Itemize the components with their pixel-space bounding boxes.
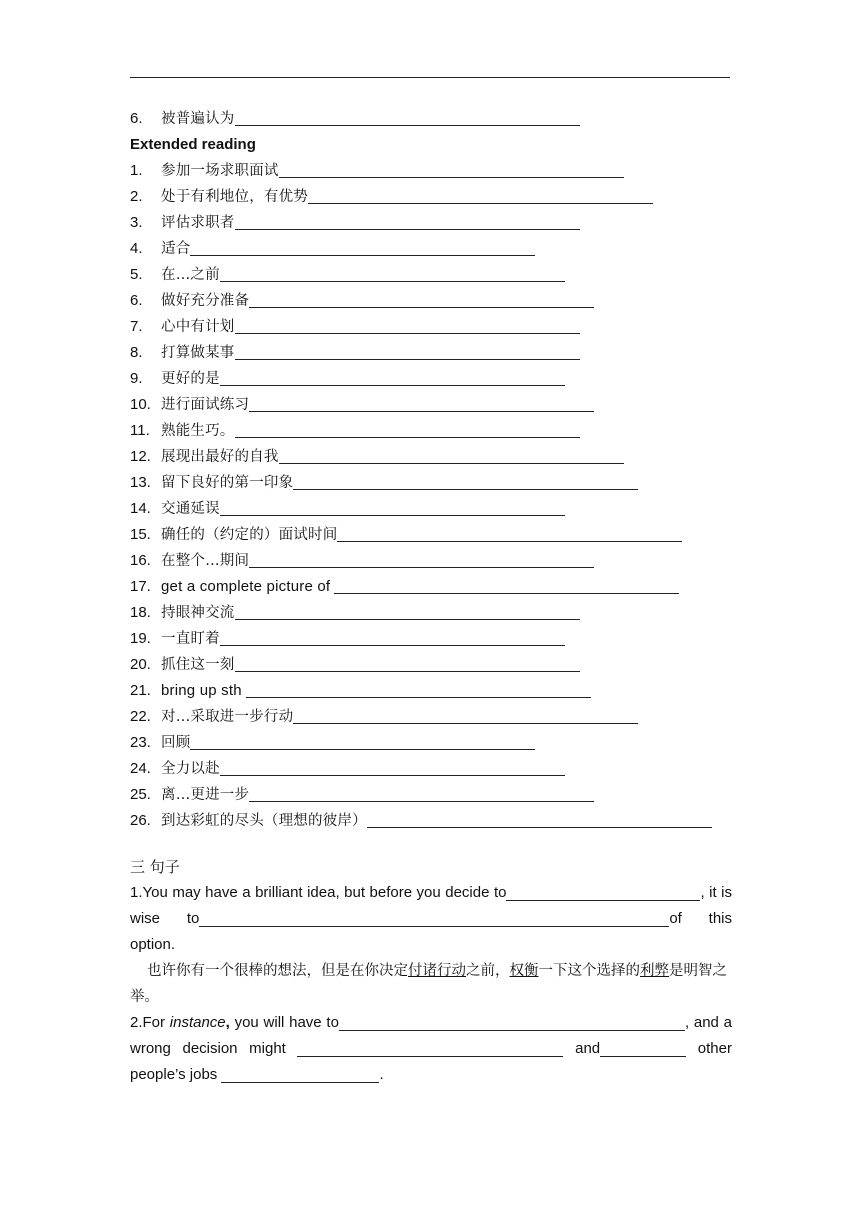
answer-blank[interactable] [334, 575, 679, 594]
item-label: 留下良好的第一印象 [161, 475, 294, 491]
list-item [130, 652, 732, 678]
answer-blank[interactable] [249, 549, 594, 568]
item-label: 展现出最好的自我 [161, 449, 279, 465]
sentence-1-text-c: of this option. [130, 910, 732, 953]
list-item [130, 808, 732, 834]
section-heading-extended-reading: Extended reading [130, 136, 256, 153]
list-item [130, 366, 732, 392]
list-item [130, 704, 732, 730]
list-item [130, 288, 732, 314]
item-label: 处于有利地位，有优势 [161, 189, 308, 205]
list-item [130, 392, 732, 418]
list-item [130, 262, 732, 288]
answer-blank[interactable] [293, 471, 638, 490]
underlined-keyword: 利弊 [640, 963, 669, 979]
item-label: 进行面试练习 [161, 397, 250, 413]
answer-blank[interactable] [279, 159, 624, 178]
sentence-1-text-a: 1.You may have a brilliant idea, but before you decide to [130, 884, 507, 901]
answer-blank[interactable] [249, 393, 594, 412]
item-number: 17. [130, 578, 151, 595]
sentence-2-text-c: , and a wrong decision might [130, 1014, 732, 1057]
item-number: 4. [130, 240, 143, 257]
list-item [130, 184, 732, 210]
sentence-2-text-a: 2.For [130, 1014, 170, 1031]
item-number: 5. [130, 266, 143, 283]
sentence-1-text-b: it is wise to [130, 884, 732, 927]
item-number: 11. [130, 422, 150, 439]
sentence-2 [130, 1010, 732, 1088]
translation-text: 是明智之举。 [130, 963, 727, 1005]
answer-blank[interactable] [190, 237, 535, 256]
list-item [130, 158, 732, 184]
item-number: 8. [130, 344, 143, 361]
answer-blank[interactable] [600, 1040, 686, 1057]
answer-blank[interactable] [235, 653, 580, 672]
item-number: 12. [130, 448, 151, 465]
item-number: 9. [130, 370, 143, 387]
list-item [130, 496, 732, 522]
sentence-1 [130, 880, 732, 958]
translation-text: 也许你有一个很棒的想法，但是在你决定 [147, 963, 408, 979]
answer-blank[interactable] [367, 809, 712, 828]
item-number: 18. [130, 604, 151, 621]
item-number: 13. [130, 474, 151, 491]
item-label: 做好充分准备 [161, 293, 250, 309]
item-label: bring up sth [161, 682, 242, 699]
underlined-keyword: 权衡 [509, 963, 539, 979]
item-label: 心中有计划 [161, 319, 235, 335]
item-label: 在整个…期间 [161, 553, 250, 569]
item-number: 19. [130, 630, 151, 647]
underlined-keyword: 付诸行动 [408, 963, 466, 979]
list-item [130, 574, 732, 600]
answer-blank[interactable] [308, 185, 653, 204]
answer-blank[interactable] [506, 884, 700, 901]
answer-blank[interactable] [249, 783, 594, 802]
item-number: 2. [130, 188, 143, 205]
list-item [130, 106, 732, 132]
list-item [130, 444, 732, 470]
item-label: 确任的（约定的）面试时间 [161, 527, 338, 543]
item-number: 23. [130, 734, 151, 751]
list-item [130, 730, 732, 756]
answer-blank[interactable] [235, 315, 580, 334]
answer-blank[interactable] [235, 419, 580, 438]
answer-blank[interactable] [220, 497, 565, 516]
item-label: 打算做某事 [161, 345, 235, 361]
answer-blank[interactable] [235, 601, 580, 620]
item-label: 一直盯着 [161, 631, 220, 647]
item-number: 16. [130, 552, 151, 569]
item-label: 离…更进一步 [161, 787, 250, 803]
header-rule [130, 77, 730, 78]
worksheet [130, 106, 732, 1088]
item-number: 14. [130, 500, 151, 517]
answer-blank[interactable] [246, 679, 591, 698]
item-number: 24. [130, 760, 151, 777]
list-item [130, 418, 732, 444]
item-number: 6. [130, 110, 143, 127]
section-heading-sentences: 三 句子 [130, 858, 180, 876]
list-item [130, 470, 732, 496]
item-label: 在…之前 [161, 267, 220, 283]
extended-reading-list [130, 158, 732, 834]
sentence-2-period: . [379, 1066, 384, 1083]
sentence-1-translation [130, 958, 732, 1010]
answer-blank[interactable] [337, 523, 682, 542]
answer-blank[interactable] [249, 289, 594, 308]
item-number: 10. [130, 396, 151, 413]
item-label: 熟能生巧。 [161, 423, 235, 439]
answer-blank[interactable] [235, 107, 580, 126]
list-item [130, 314, 732, 340]
sentence-2-bold: , [225, 1014, 230, 1031]
item-number: 21. [130, 682, 151, 699]
list-item [130, 782, 732, 808]
translation-text: 一下这个选择的 [538, 963, 640, 979]
item-label: 全力以赴 [161, 761, 220, 777]
list-item [130, 210, 732, 236]
sentence-2-italic: instance [169, 1014, 226, 1031]
item-label: 抓住这一刻 [161, 657, 235, 673]
item-number: 3. [130, 214, 143, 231]
list-item [130, 340, 732, 366]
answer-blank[interactable] [221, 1066, 379, 1083]
translation-text: 之前， [466, 963, 510, 979]
answer-blank[interactable] [235, 211, 580, 230]
item-number: 20. [130, 656, 151, 673]
sentence-2-text-e: other people’s jobs [130, 1040, 732, 1083]
item-label: 被普遍认为 [161, 111, 235, 127]
answer-blank[interactable] [339, 1014, 685, 1031]
item-label: 评估求职者 [161, 215, 235, 231]
item-label: 对…采取进一步行动 [161, 709, 294, 725]
item-number: 26. [130, 812, 151, 829]
answer-blank[interactable] [297, 1040, 563, 1057]
item-label: 持眼神交流 [161, 605, 235, 621]
list-item [130, 236, 732, 262]
list-item [130, 600, 732, 626]
item-number: 22. [130, 708, 151, 725]
item-label: 参加一场求职面试 [161, 163, 279, 179]
item-number: 25. [130, 786, 151, 803]
answer-blank[interactable] [293, 705, 638, 724]
list-item [130, 548, 732, 574]
item-label: 更好的是 [161, 371, 220, 387]
answer-blank[interactable] [220, 627, 565, 646]
answer-blank[interactable] [199, 910, 669, 927]
answer-blank[interactable] [220, 367, 565, 386]
list-item [130, 756, 732, 782]
answer-blank[interactable] [235, 341, 580, 360]
item-number: 7. [130, 318, 143, 335]
item-label: get a complete picture of [161, 578, 331, 595]
item-number: 1. [130, 162, 143, 179]
item-label: 交通延误 [161, 501, 220, 517]
item-label: 到达彩虹的尽头（理想的彼岸） [161, 813, 367, 829]
sentence-2-text-d: and [575, 1040, 601, 1057]
answer-blank[interactable] [220, 757, 565, 776]
answer-blank[interactable] [279, 445, 624, 464]
sentence-2-text-b: you will have to [229, 1014, 339, 1031]
item-label: 回顾 [161, 735, 191, 751]
list-item [130, 678, 732, 704]
sentence-1-comma: , [700, 884, 705, 901]
item-label: 适合 [161, 241, 191, 257]
item-number: 15. [130, 526, 151, 543]
list-item [130, 626, 732, 652]
answer-blank[interactable] [220, 263, 565, 282]
item-number: 6. [130, 292, 143, 309]
list-item [130, 522, 732, 548]
answer-blank[interactable] [190, 731, 535, 750]
